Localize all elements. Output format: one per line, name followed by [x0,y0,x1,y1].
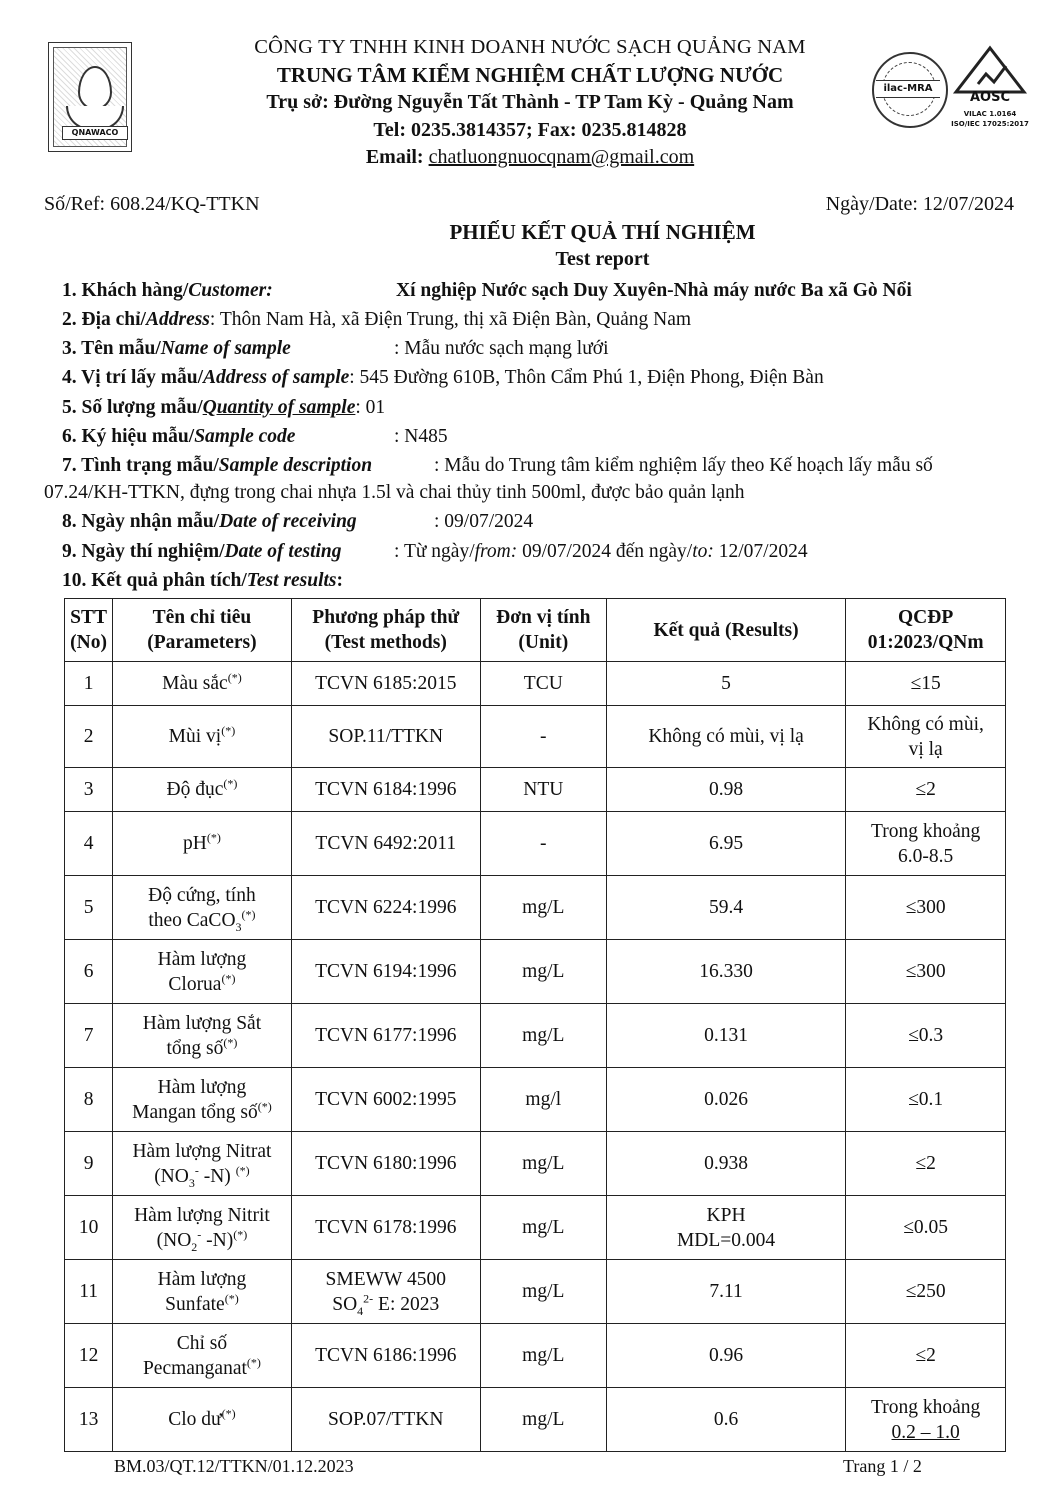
row-no: 7 [65,1004,113,1068]
row-parameter: Độ đục(*) [113,768,292,812]
row-standard: Trong khoảng 0.2 – 1.0 [846,1388,1006,1452]
quantity-label: 5. Số lượng mẫu/ [62,397,203,418]
receive-value: : 09/07/2024 [434,511,534,532]
row-method: SOP.07/TTKN [291,1388,480,1452]
header-standard: QCĐP 01:2023/QNm [846,599,1006,662]
code-label: 6. Ký hiệu mẫu/ [62,426,195,447]
row-standard: ≤2 [846,1132,1006,1196]
row-no: 12 [65,1324,113,1388]
row-standard: ≤300 [846,940,1006,1004]
info-testing [62,541,808,563]
test-from-en: from: [474,541,518,562]
email-label: Email: [365,146,424,168]
row-unit: mg/L [480,1196,606,1260]
desc-label-en: Sample description [218,455,373,476]
row-method: SMEWW 4500 $SO_4^{2-}$ E: 2023 [291,1260,480,1324]
info-sample-code [62,426,448,448]
row-parameter: Chỉ số Pecmanganat(*) [113,1324,292,1388]
form-code: BM.03/QT.12/TTKN/01.12.2023 [114,1456,354,1476]
water-drop-icon [78,66,112,110]
table-row [65,662,1006,706]
test-to-value: 12/07/2024 [713,541,808,562]
logo-pattern [53,47,127,147]
row-method: TCVN 6184:1996 [291,768,480,812]
row-unit: mg/L [480,1004,606,1068]
address-label-en: Address [145,309,210,330]
row-unit: mg/L [480,1132,606,1196]
table-row [65,1196,1006,1260]
aosc-label: AOSC [969,90,1010,105]
logo-label: QNAWACO [62,126,128,140]
test-label-en: Date of testing [224,541,342,562]
iso-code: ISO/IEC 17025:2017 [951,120,1029,128]
row-result: 5 [606,662,845,706]
row-parameter: Hàm lượng Nitrit ($NO_2^-$ -N)(*) [113,1196,292,1260]
ilac-mra-logo [872,52,948,128]
table-header-row [65,599,1006,662]
row-standard: ≤250 [846,1260,1006,1324]
info-receiving [62,511,534,533]
row-standard: Không có mùi, vị lạ [846,706,1006,768]
reference-number: Số/Ref: 608.24/KQ-TTKN [44,193,260,215]
row-method: SOP.11/TTKN [291,706,480,768]
row-result: 16.330 [606,940,845,1004]
row-method: TCVN 6002:1995 [291,1068,480,1132]
page-number: Trang 1 / 2 [843,1456,922,1476]
row-no: 10 [65,1196,113,1260]
test-label: 9. Ngày thí nghiệm/ [62,541,225,562]
row-method: TCVN 6194:1996 [291,940,480,1004]
row-standard: ≤2 [846,768,1006,812]
location-label: 4. Vị trí lấy mẫu/ [62,367,204,388]
test-to-en: to: [692,541,714,562]
row-parameter: pH(*) [113,812,292,876]
row-method: TCVN 6185:2015 [291,662,480,706]
info-results [62,570,343,592]
location-value: : 545 Đường 610B, Thôn Cẩm Phú 1, Điện Phong, Điện Bàn [349,367,824,388]
row-result: 0.98 [606,768,845,812]
header-methods: Phương pháp thử (Test methods) [291,599,480,662]
row-standard: ≤0.05 [846,1196,1006,1260]
row-no: 6 [65,940,113,1004]
table-row [65,1132,1006,1196]
row-result: Không có mùi, vị lạ [606,706,845,768]
row-parameter: Hàm lượng Mangan tổng số(*) [113,1068,292,1132]
row-standard: ≤15 [846,662,1006,706]
table-row [65,1388,1006,1452]
row-parameter: Màu sắc(*) [113,662,292,706]
info-description-cont: 07.24/KH-TTKN, đựng trong chai nhựa 1.5l và chai thủy tinh 500ml, được bảo quản lạnh [44,482,745,503]
row-standard: ≤300 [846,876,1006,940]
info-customer [62,280,912,302]
company-address: Trụ sở: Đường Nguyễn Tất Thành - TP Tam Kỳ - Quảng Nam [266,91,794,113]
table-row [65,876,1006,940]
info-description [62,455,933,477]
address-value: : Thôn Nam Hà, xã Điện Trung, thị xã Điện Bàn, Quảng Nam [209,309,692,330]
location-label-en: Address of sample [203,367,350,388]
row-parameter: Hàm lượng Clorua(*) [113,940,292,1004]
code-label-en: Sample code [194,426,296,447]
header-no: STT (No) [65,599,113,662]
test-value [394,541,808,563]
sample-name-label-en: Name of sample [160,338,291,359]
report-date: Ngày/Date: 12/07/2024 [825,193,1014,215]
table-row [65,768,1006,812]
customer-label: 1. Khách hàng/ [62,280,189,301]
ilac-label: ilac-MRA [876,80,940,98]
row-method: TCVN 6224:1996 [291,876,480,940]
code-value: : N485 [394,426,448,447]
row-parameter: Mùi vị(*) [113,706,292,768]
receive-label: 8. Ngày nhận mẫu/ [62,511,220,532]
row-parameter: Clo dư(*) [113,1388,292,1452]
row-result: 0.026 [606,1068,845,1132]
results-label: 10. Kết quả phân tích/ [62,570,247,591]
test-from-label: : Từ ngày/ [394,541,475,562]
header-results: Kết quả (Results) [606,599,845,662]
row-no: 2 [65,706,113,768]
row-no: 13 [65,1388,113,1452]
row-parameter: Hàm lượng Nitrat ($NO_3^-$ -N) (*) [113,1132,292,1196]
row-result: 7.11 [606,1260,845,1324]
row-unit: - [480,706,606,768]
center-name: TRUNG TÂM KIỂM NGHIỆM CHẤT LƯỢNG NƯỚC [276,63,784,87]
table-row [65,706,1006,768]
desc-label: 7. Tình trạng mẫu/ [62,455,219,476]
row-result: 0.938 [606,1132,845,1196]
row-unit: mg/L [480,1388,606,1452]
row-no: 11 [65,1260,113,1324]
receive-label-en: Date of receiving [219,511,357,532]
row-unit: mg/L [480,1260,606,1324]
row-method: TCVN 6180:1996 [291,1132,480,1196]
row-method: TCVN 6492:2011 [291,812,480,876]
test-to-label: 09/07/2024 đến ngày/ [517,541,693,562]
row-no: 9 [65,1132,113,1196]
table-row [65,1260,1006,1324]
results-label-en: Test results [246,570,337,591]
row-result: 0.131 [606,1004,845,1068]
row-standard: ≤0.3 [846,1004,1006,1068]
row-parameter: Hàm lượng Sắt tổng số(*) [113,1004,292,1068]
row-standard: ≤0.1 [846,1068,1006,1132]
row-result: 59.4 [606,876,845,940]
aosc-triangle-icon [950,44,1030,94]
row-unit: mg/L [480,1324,606,1388]
info-sample-name [62,338,609,360]
row-standard: Trong khoảng 6.0-8.5 [846,812,1006,876]
vilas-code: VILAC 1.0164 [963,110,1017,118]
sample-name-value: : Mẫu nước sạch mạng lưới [394,338,609,359]
row-no: 4 [65,812,113,876]
email-link[interactable]: chatluongnuocqnam@gmail.com [428,146,695,168]
info-quantity [62,397,385,419]
company-phone: Tel: 0235.3814357; Fax: 0235.814828 [373,119,687,141]
sample-name-label: 3. Tên mẫu/ [62,338,161,359]
row-result: 0.96 [606,1324,845,1388]
row-result: KPH MDL=0.004 [606,1196,845,1260]
customer-label-en: Customer: [188,280,273,301]
info-address [62,309,691,331]
results-table [64,598,1006,1452]
row-no: 8 [65,1068,113,1132]
row-parameter: Hàm lượng Sunfate(*) [113,1260,292,1324]
report-title: PHIẾU KẾT QUẢ THÍ NGHIỆM [449,220,756,244]
row-standard: ≤2 [846,1324,1006,1388]
row-no: 5 [65,876,113,940]
desc-value-1: : Mẫu do Trung tâm kiểm nghiệm lấy theo Kế hoạch lấy mẫu số [434,455,933,476]
header-unit: Đơn vị tính (Unit) [480,599,606,662]
row-no: 1 [65,662,113,706]
table-row [65,1324,1006,1388]
row-unit: mg/l [480,1068,606,1132]
row-method: TCVN 6178:1996 [291,1196,480,1260]
table-row [65,812,1006,876]
info-location [62,367,824,389]
row-result: 6.95 [606,812,845,876]
header-parameters: Tên chỉ tiêu (Parameters) [113,599,292,662]
row-unit: mg/L [480,876,606,940]
table-row [65,1004,1006,1068]
table-row [65,1068,1006,1132]
company-name: CÔNG TY TNHH KINH DOANH NƯỚC SẠCH QUẢNG NAM [254,36,806,58]
row-unit: - [480,812,606,876]
address-label: 2. Địa chỉ/ [62,309,146,330]
row-unit: mg/L [480,940,606,1004]
customer-value: Xí nghiệp Nước sạch Duy Xuyên-Nhà máy nước Ba xã Gò Nổi [396,280,912,301]
row-unit: TCU [480,662,606,706]
row-result: 0.6 [606,1388,845,1452]
quantity-label-en: Quantity of sample [202,397,356,418]
row-method: TCVN 6186:1996 [291,1324,480,1388]
quantity-value: : 01 [355,397,386,418]
aosc-logo [950,44,1030,134]
report-subtitle: Test report [555,248,650,270]
table-row [65,940,1006,1004]
results-colon: : [336,570,344,591]
row-method: TCVN 6177:1996 [291,1004,480,1068]
company-logo [48,42,132,152]
row-no: 3 [65,768,113,812]
row-parameter: Độ cứng, tính theo CaCO$_3$(*) [113,876,292,940]
row-unit: NTU [480,768,606,812]
company-email-line [140,146,920,169]
